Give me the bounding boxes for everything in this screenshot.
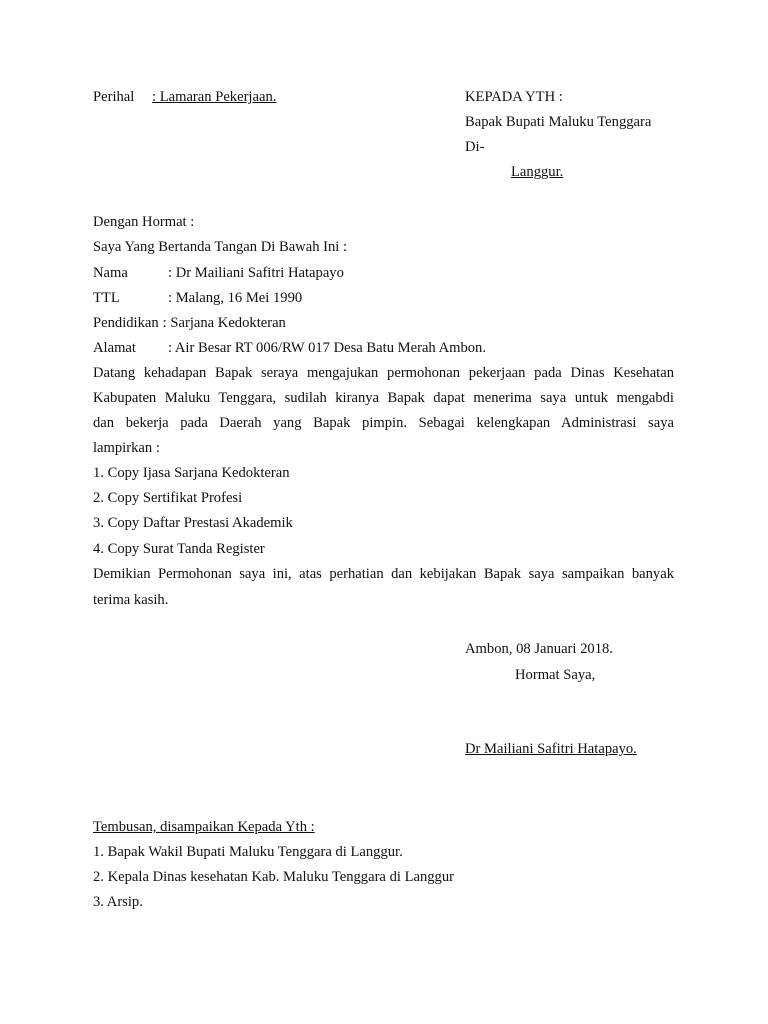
- subject-label: Perihal: [93, 89, 135, 105]
- identity-value: : Malang, 16 Mei 1990: [168, 290, 303, 306]
- subject-line: [93, 88, 276, 106]
- identity-value: : Air Besar RT 006/RW 017 Desa Batu Merah Ambon.: [168, 340, 486, 356]
- closing-line: Demikian Permohonan saya ini, atas perhatian dan kebijakan Bapak saya sampaikan banyak: [93, 566, 674, 582]
- identity-value: : Sarjana Kedokteran: [162, 315, 286, 331]
- copies-item: 2. Kepala Dinas kesehatan Kab. Maluku Tenggara di Langgur: [93, 869, 455, 885]
- identity-row-name: [93, 264, 344, 282]
- body-line: Datang kehadapan Bapak seraya mengajukan permohonan pekerjaan pada Dinas Kesehatan: [93, 365, 674, 381]
- body-line: Kabupaten Maluku Tenggara, sudilah kiranya Bapak dapat menerima saya untuk mengabdi: [93, 390, 674, 406]
- identity-value: : Dr Mailiani Safitri Hatapayo: [168, 265, 344, 281]
- signature-place-date: Ambon, 08 Januari 2018.: [465, 641, 613, 657]
- signature-name: Dr Mailiani Safitri Hatapayo.: [465, 741, 637, 757]
- recipient-heading: KEPADA YTH :: [465, 89, 563, 105]
- greeting: Dengan Hormat :: [93, 214, 195, 230]
- recipient-di: Di-: [465, 139, 485, 155]
- closing-line: terima kasih.: [93, 592, 169, 608]
- identity-label: Alamat: [93, 340, 136, 356]
- attachment-item: 1. Copy Ijasa Sarjana Kedokteran: [93, 465, 290, 481]
- recipient-place: Langgur.: [511, 164, 564, 180]
- identity-label: TTL: [93, 290, 120, 306]
- attachment-item: 3. Copy Daftar Prestasi Akademik: [93, 515, 293, 531]
- identity-label: Pendidikan: [93, 315, 159, 331]
- attachment-item: 2. Copy Sertifikat Profesi: [93, 490, 243, 506]
- body-line: dan bekerja pada Daerah yang Bapak pimpin. Sebagai kelengkapan Administrasi saya: [93, 415, 674, 431]
- identity-label: Nama: [93, 265, 128, 281]
- signature-regards: Hormat Saya,: [515, 667, 596, 683]
- identity-row-ttl: [93, 289, 302, 307]
- copies-heading: Tembusan, disampaikan Kepada Yth :: [93, 819, 315, 835]
- identity-row-address: [93, 339, 486, 357]
- body-line: lampirkan :: [93, 440, 160, 456]
- recipient-name: Bapak Bupati Maluku Tenggara: [465, 114, 652, 130]
- identity-row-education: [93, 314, 286, 332]
- copies-item: 1. Bapak Wakil Bupati Maluku Tenggara di Langgur.: [93, 844, 403, 860]
- subject-value: : Lamaran Pekerjaan.: [152, 89, 277, 105]
- attachment-item: 4. Copy Surat Tanda Register: [93, 541, 265, 557]
- copies-item: 3. Arsip.: [93, 894, 143, 910]
- intro-line: Saya Yang Bertanda Tangan Di Bawah Ini :: [93, 239, 348, 255]
